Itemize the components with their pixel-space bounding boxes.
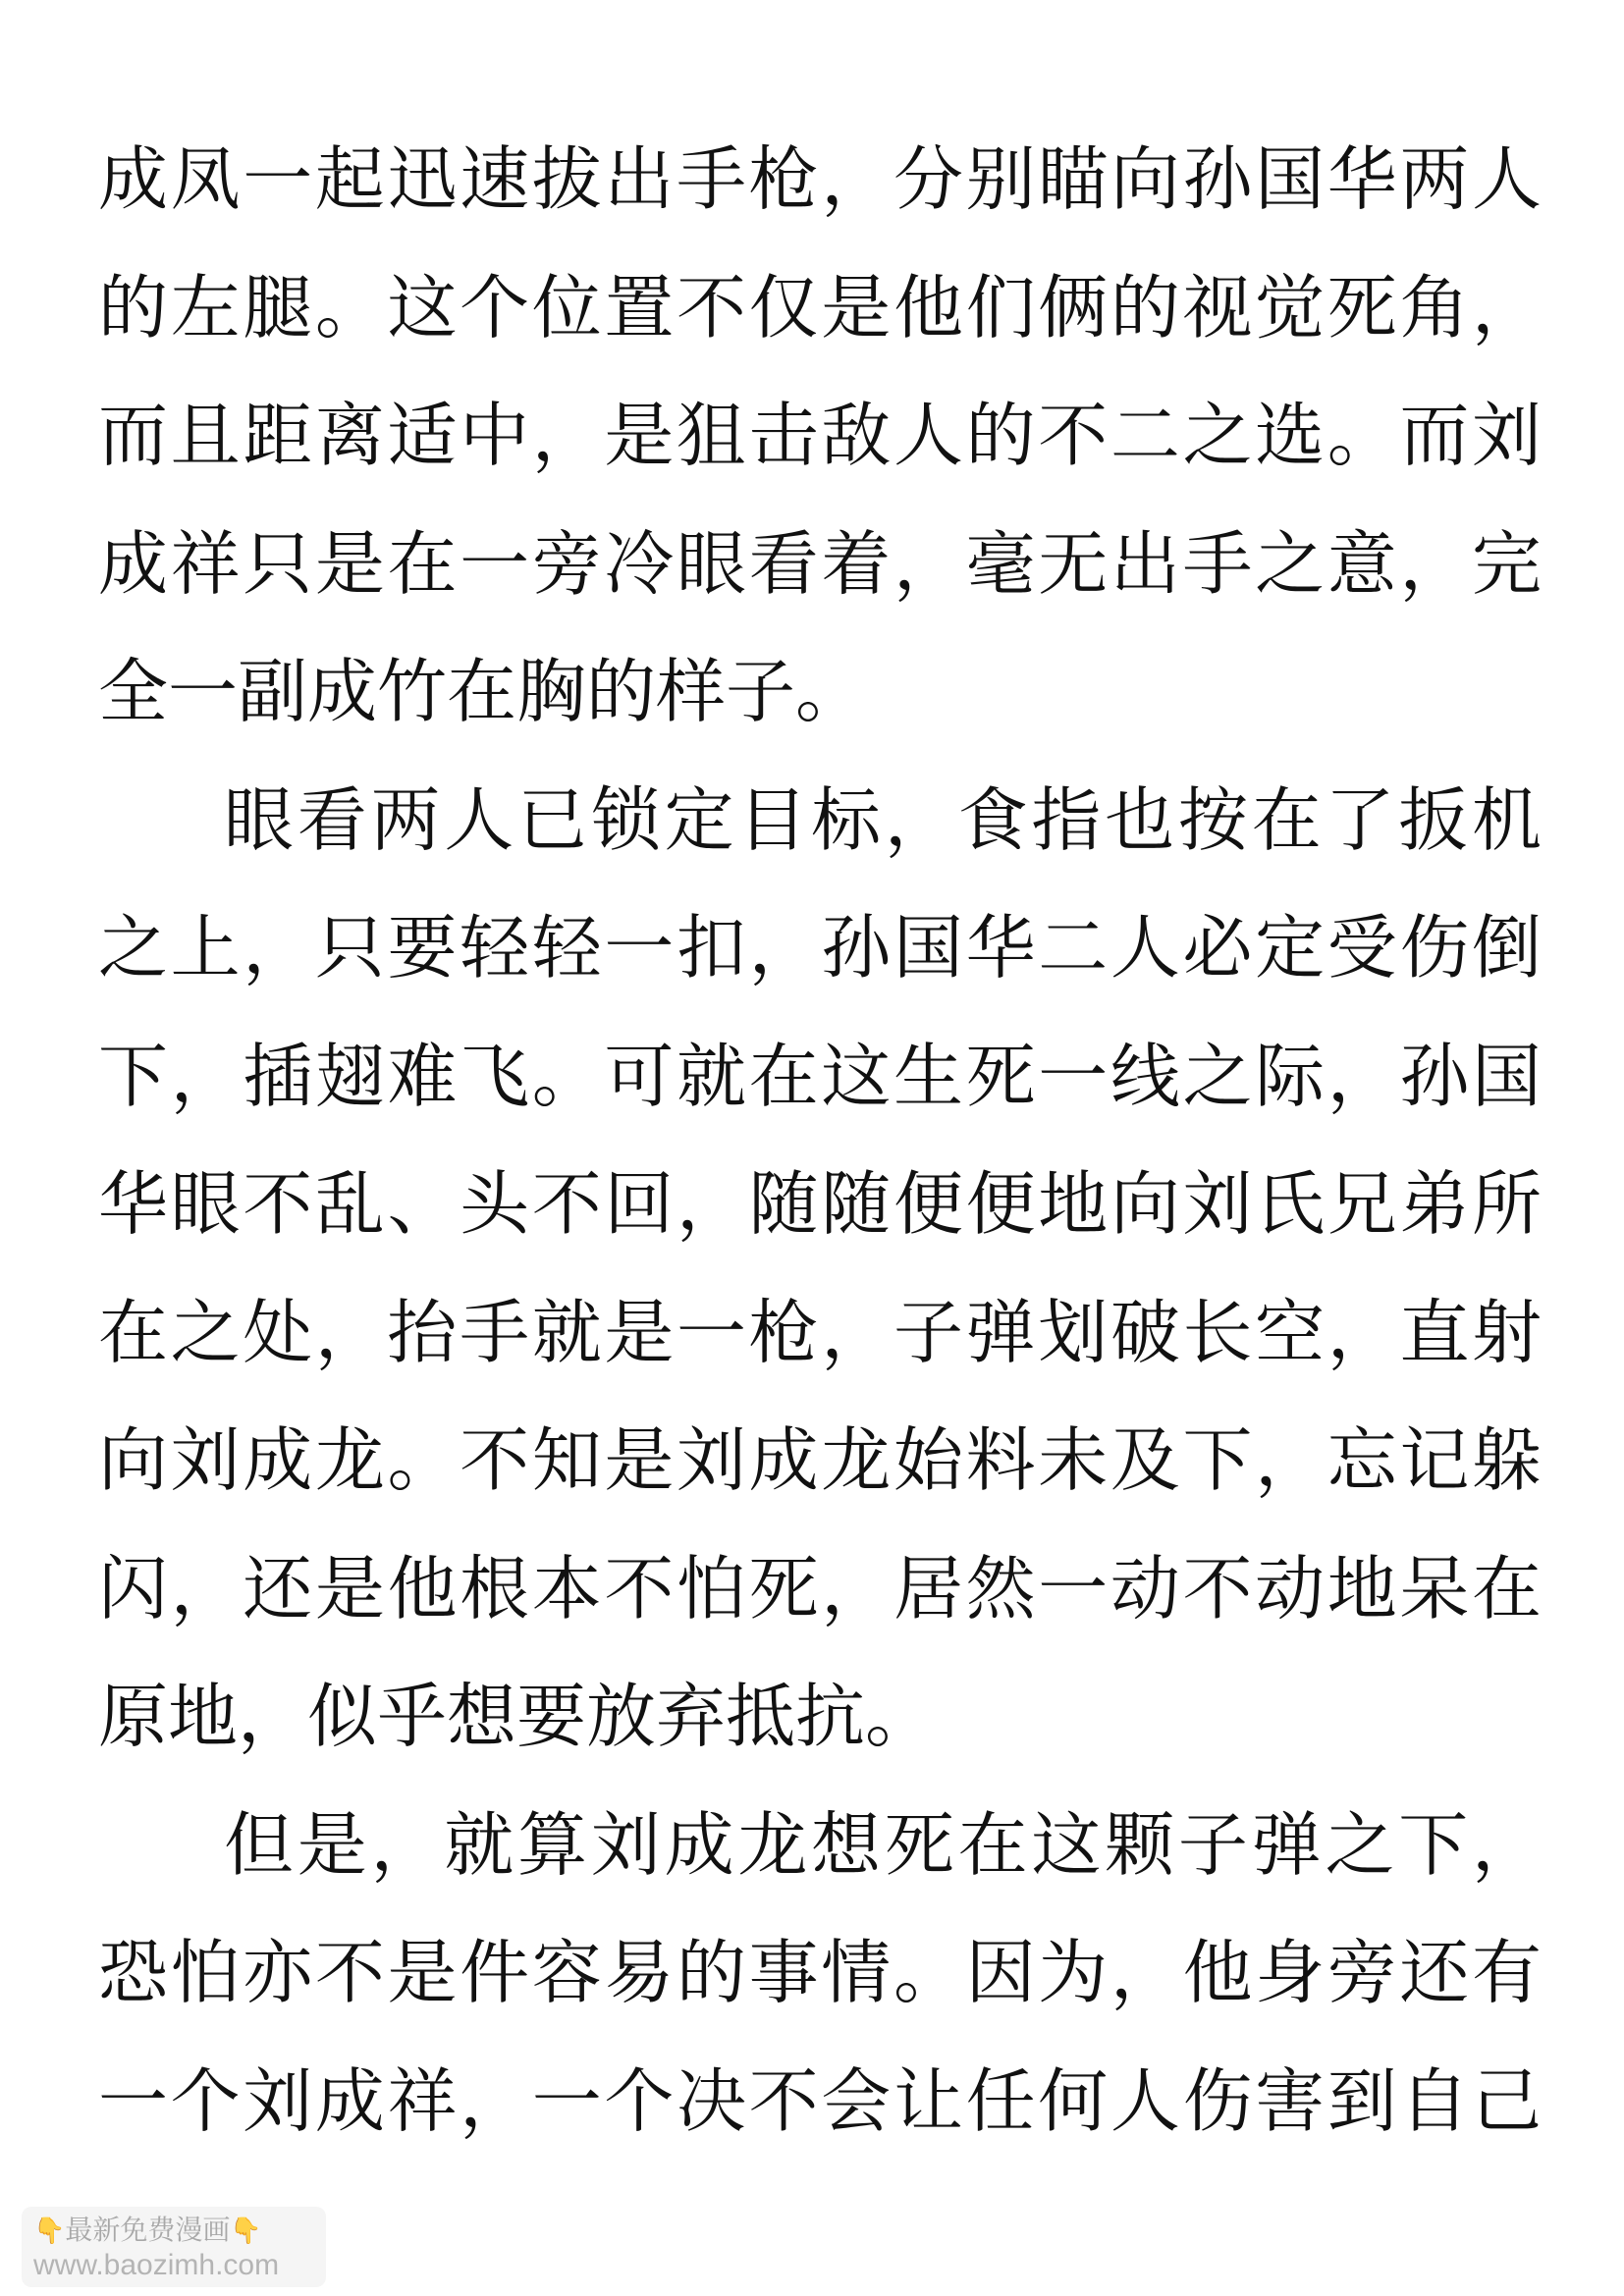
text-line: 之上，只要轻轻一扣，孙国华二人必定受伤倒	[98, 907, 1542, 988]
text-line: 的左腿。这个位置不仅是他们俩的视觉死角，	[98, 266, 1542, 348]
pointing-hand-icon: 👇	[33, 2216, 66, 2246]
watermark-title-row	[33, 2213, 262, 2249]
text-line: 全一副成竹在胸的样子。	[98, 651, 866, 732]
text-line: 闪，还是他根本不怕死，居然一动不动地呆在	[98, 1547, 1542, 1629]
text-line: 而且距离适中，是狙击敌人的不二之选。而刘	[98, 395, 1542, 476]
paragraph-first-line: 眼看两人已锁定目标，食指也按在了扳机	[224, 778, 1542, 861]
text-line: 华眼不乱、头不回，随随便便地向刘氏兄弟所	[98, 1163, 1542, 1245]
text-line: 恐怕亦不是件容易的事情。因为，他身旁还有	[98, 1932, 1542, 2013]
text-line: 原地，似乎想要放弃抵抗。	[98, 1676, 936, 1757]
body-text	[98, 116, 1542, 2165]
watermark-title: 最新免费漫画	[65, 2214, 231, 2246]
watermark-badge[interactable]	[22, 2207, 326, 2287]
pointing-hand-icon: 👇	[230, 2216, 262, 2246]
text-line: 下，插翅难飞。可就在这生死一线之际，孙国	[98, 1035, 1542, 1117]
text-line: 成凤一起迅速拔出手枪，分别瞄向孙国华两人	[98, 138, 1542, 220]
text-line: 向刘成龙。不知是刘成龙始料未及下，忘记躲	[98, 1419, 1542, 1501]
text-line: 成祥只是在一旁冷眼看着，毫无出手之意，完	[98, 522, 1542, 605]
watermark-url[interactable]: www.baozimh.com	[33, 2249, 280, 2281]
paragraph-first-line: 但是，就算刘成龙想死在这颗子弹之下，	[224, 1803, 1542, 1886]
text-line: 一个刘成祥，一个决不会让任何人伤害到自己	[98, 2059, 1542, 2142]
text-line: 在之处，抬手就是一枪，子弹划破长空，直射	[98, 1291, 1542, 1373]
